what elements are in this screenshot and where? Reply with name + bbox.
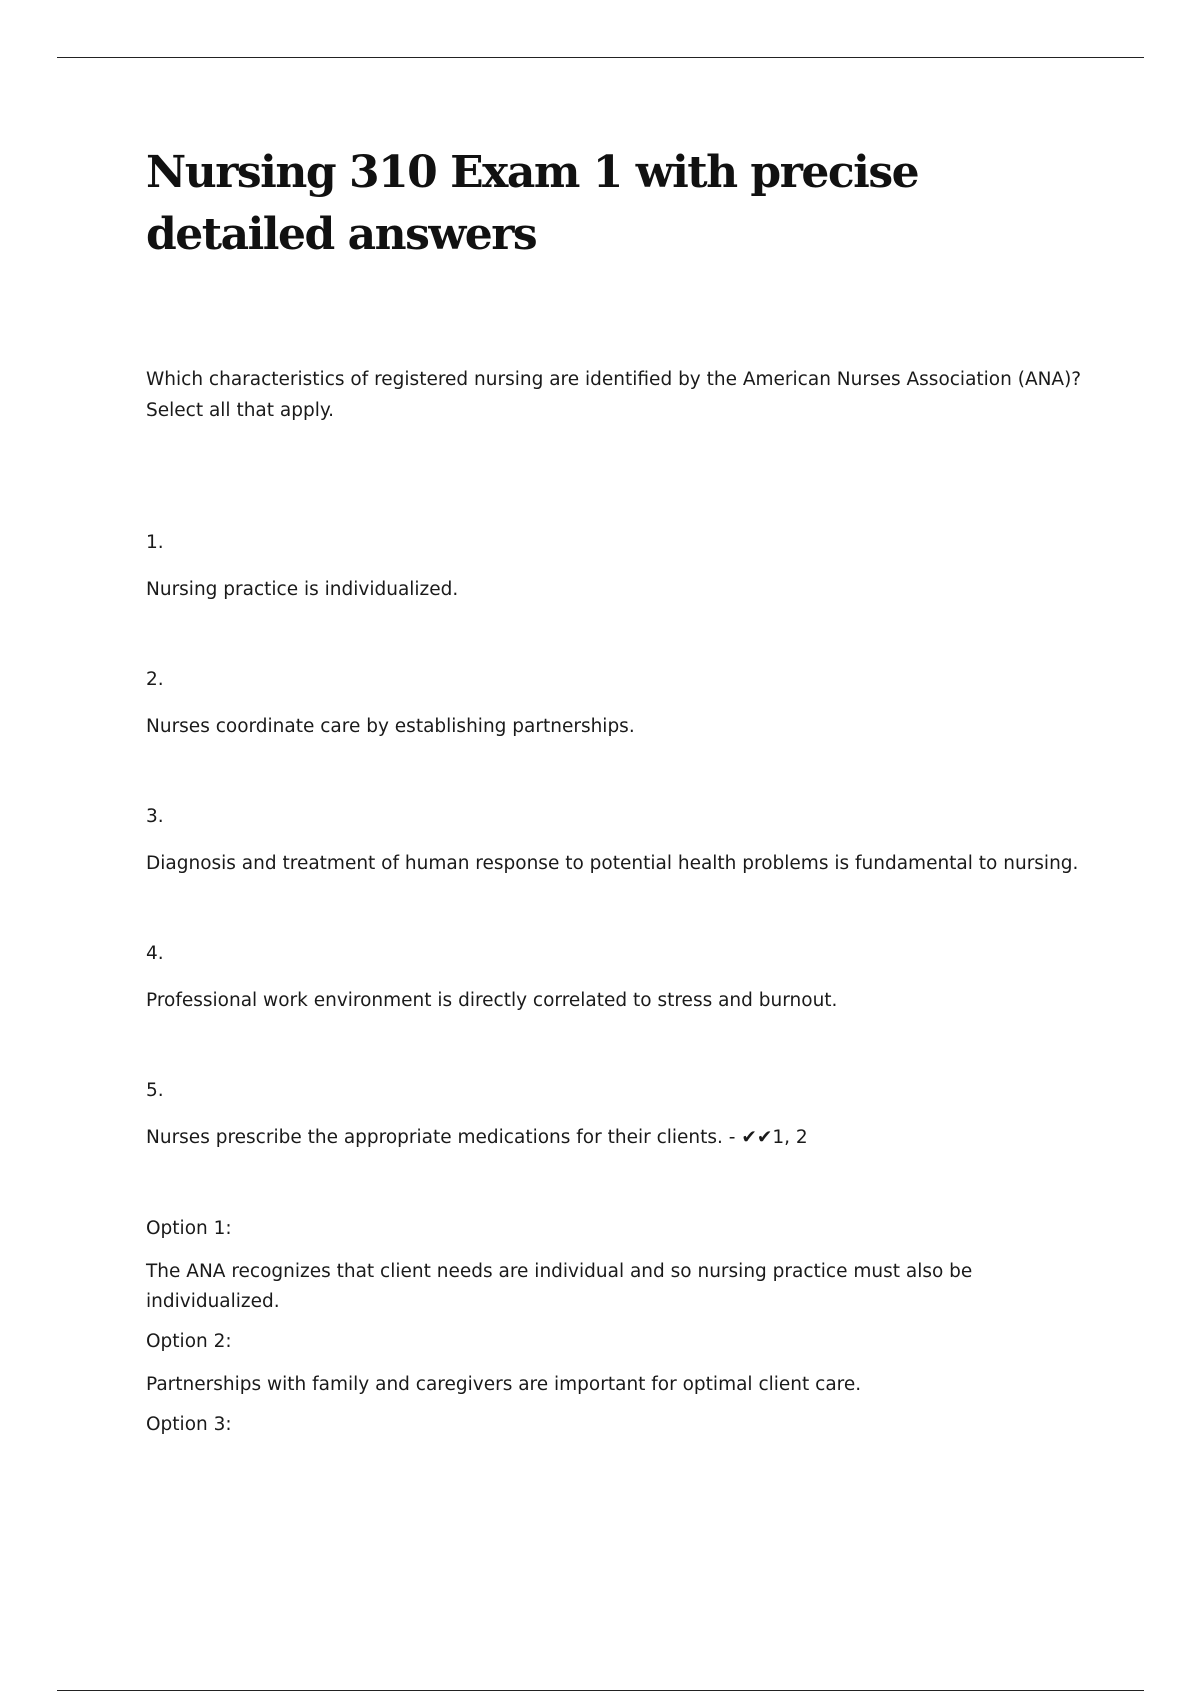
option-number: 5. xyxy=(146,1080,164,1101)
rationale-section xyxy=(146,1216,1106,1438)
bottom-divider xyxy=(57,1690,1144,1691)
rationale-label: Option 3: xyxy=(146,1414,232,1435)
option-text: Nurses coordinate care by establishing partnerships. xyxy=(146,716,635,737)
rationale-label: Option 2: xyxy=(146,1331,232,1352)
document-body xyxy=(146,142,1106,1438)
rationale-label: Option 1: xyxy=(146,1218,232,1239)
option-text-with-answer: Nurses prescribe the appropriate medications for their clients. - ✔✔1, 2 xyxy=(146,1127,808,1148)
option-text: Diagnosis and treatment of human response to potential health problems is fundamental to nursing. xyxy=(146,853,1079,874)
option-number: 1. xyxy=(146,532,164,553)
top-divider xyxy=(57,57,1144,58)
rationale-text: The ANA recognizes that client needs are individual and so nursing practice must also be individualized. xyxy=(146,1261,973,1312)
answer-option xyxy=(146,667,1106,740)
answer-option xyxy=(146,530,1106,603)
option-number: 4. xyxy=(146,943,164,964)
option-number: 2. xyxy=(146,669,164,690)
document-title: Nursing 310 Exam 1 with precise detailed answers xyxy=(146,147,919,260)
answer-options xyxy=(146,530,1106,1151)
rationale-item xyxy=(146,1412,1106,1438)
answer-option xyxy=(146,804,1106,877)
rationale-text: Partnerships with family and caregivers are important for optimal client care. xyxy=(146,1374,862,1395)
option-text: Professional work environment is directly correlated to stress and burnout. xyxy=(146,990,838,1011)
answer-option xyxy=(146,1078,1106,1151)
rationale-item xyxy=(146,1329,1106,1400)
option-text: Nursing practice is individualized. xyxy=(146,579,459,600)
option-number: 3. xyxy=(146,806,164,827)
question-text: Which characteristics of registered nursing are identified by the American Nurses Association (ANA)? Select all that apply. xyxy=(146,369,1082,421)
answer-option xyxy=(146,941,1106,1014)
rationale-item xyxy=(146,1216,1106,1317)
